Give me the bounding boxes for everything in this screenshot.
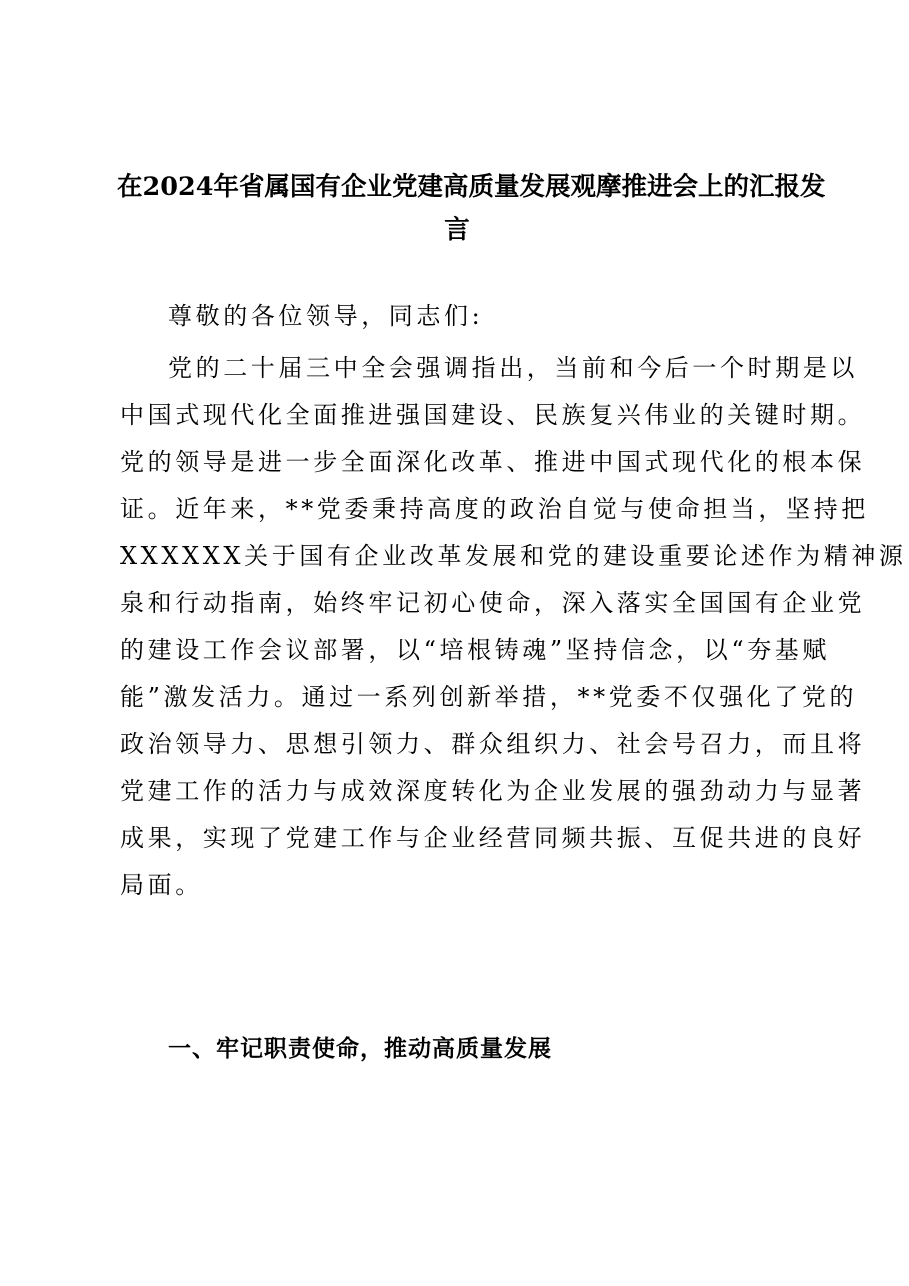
paragraph-line-4: 证。近年来，**党委秉持高度的政治自觉与使命担当，坚持把	[120, 495, 869, 523]
paragraph-line-2: 中国式现代化全面推进强国建设、民族复兴伟业的关键时期。	[120, 401, 866, 429]
section-heading: 一、牢记职责使命，推动高质量发展	[168, 1036, 552, 1062]
paragraph-line-11: 成果，实现了党建工作与企业经营同频共振、互促共进的良好	[120, 824, 866, 852]
paragraph-line-5: XXXXXX关于国有企业改革发展和党的建设重要论述作为精神源	[120, 542, 907, 570]
greeting	[120, 293, 840, 340]
paragraph-line-8: 能”激发活力。通过一系列创新举措，**党委不仅强化了党的	[120, 683, 858, 711]
paragraph-line-1: 党的二十届三中全会强调指出，当前和今后一个时期是以	[168, 354, 858, 382]
paragraph-line-9: 政治领导力、思想引领力、群众组织力、社会号召力，而且将	[120, 730, 866, 758]
paragraph-line-12: 局面。	[120, 871, 203, 899]
paragraph-line-6: 泉和行动指南，始终牢记初心使命，深入落实全国国有企业党	[120, 589, 866, 617]
paragraph-line-3: 党的领导是进一步全面深化改革、推进中国式现代化的根本保	[120, 448, 866, 476]
paragraph-line-10: 党建工作的活力与成效深度转化为企业发展的强劲动力与显著	[120, 777, 866, 805]
document-title	[117, 166, 826, 252]
title-line-1: 在2024年省属国有企业党建高质量发展观摩推进会上的汇报发	[117, 172, 826, 202]
greeting-text: 尊敬的各位领导，同志们:	[168, 302, 484, 330]
title-line-2: 言	[444, 215, 470, 245]
paragraph-line-7: 的建设工作会议部署，以“培根铸魂”坚持信念，以“夯基赋	[120, 636, 831, 664]
intro-paragraph	[120, 345, 907, 909]
